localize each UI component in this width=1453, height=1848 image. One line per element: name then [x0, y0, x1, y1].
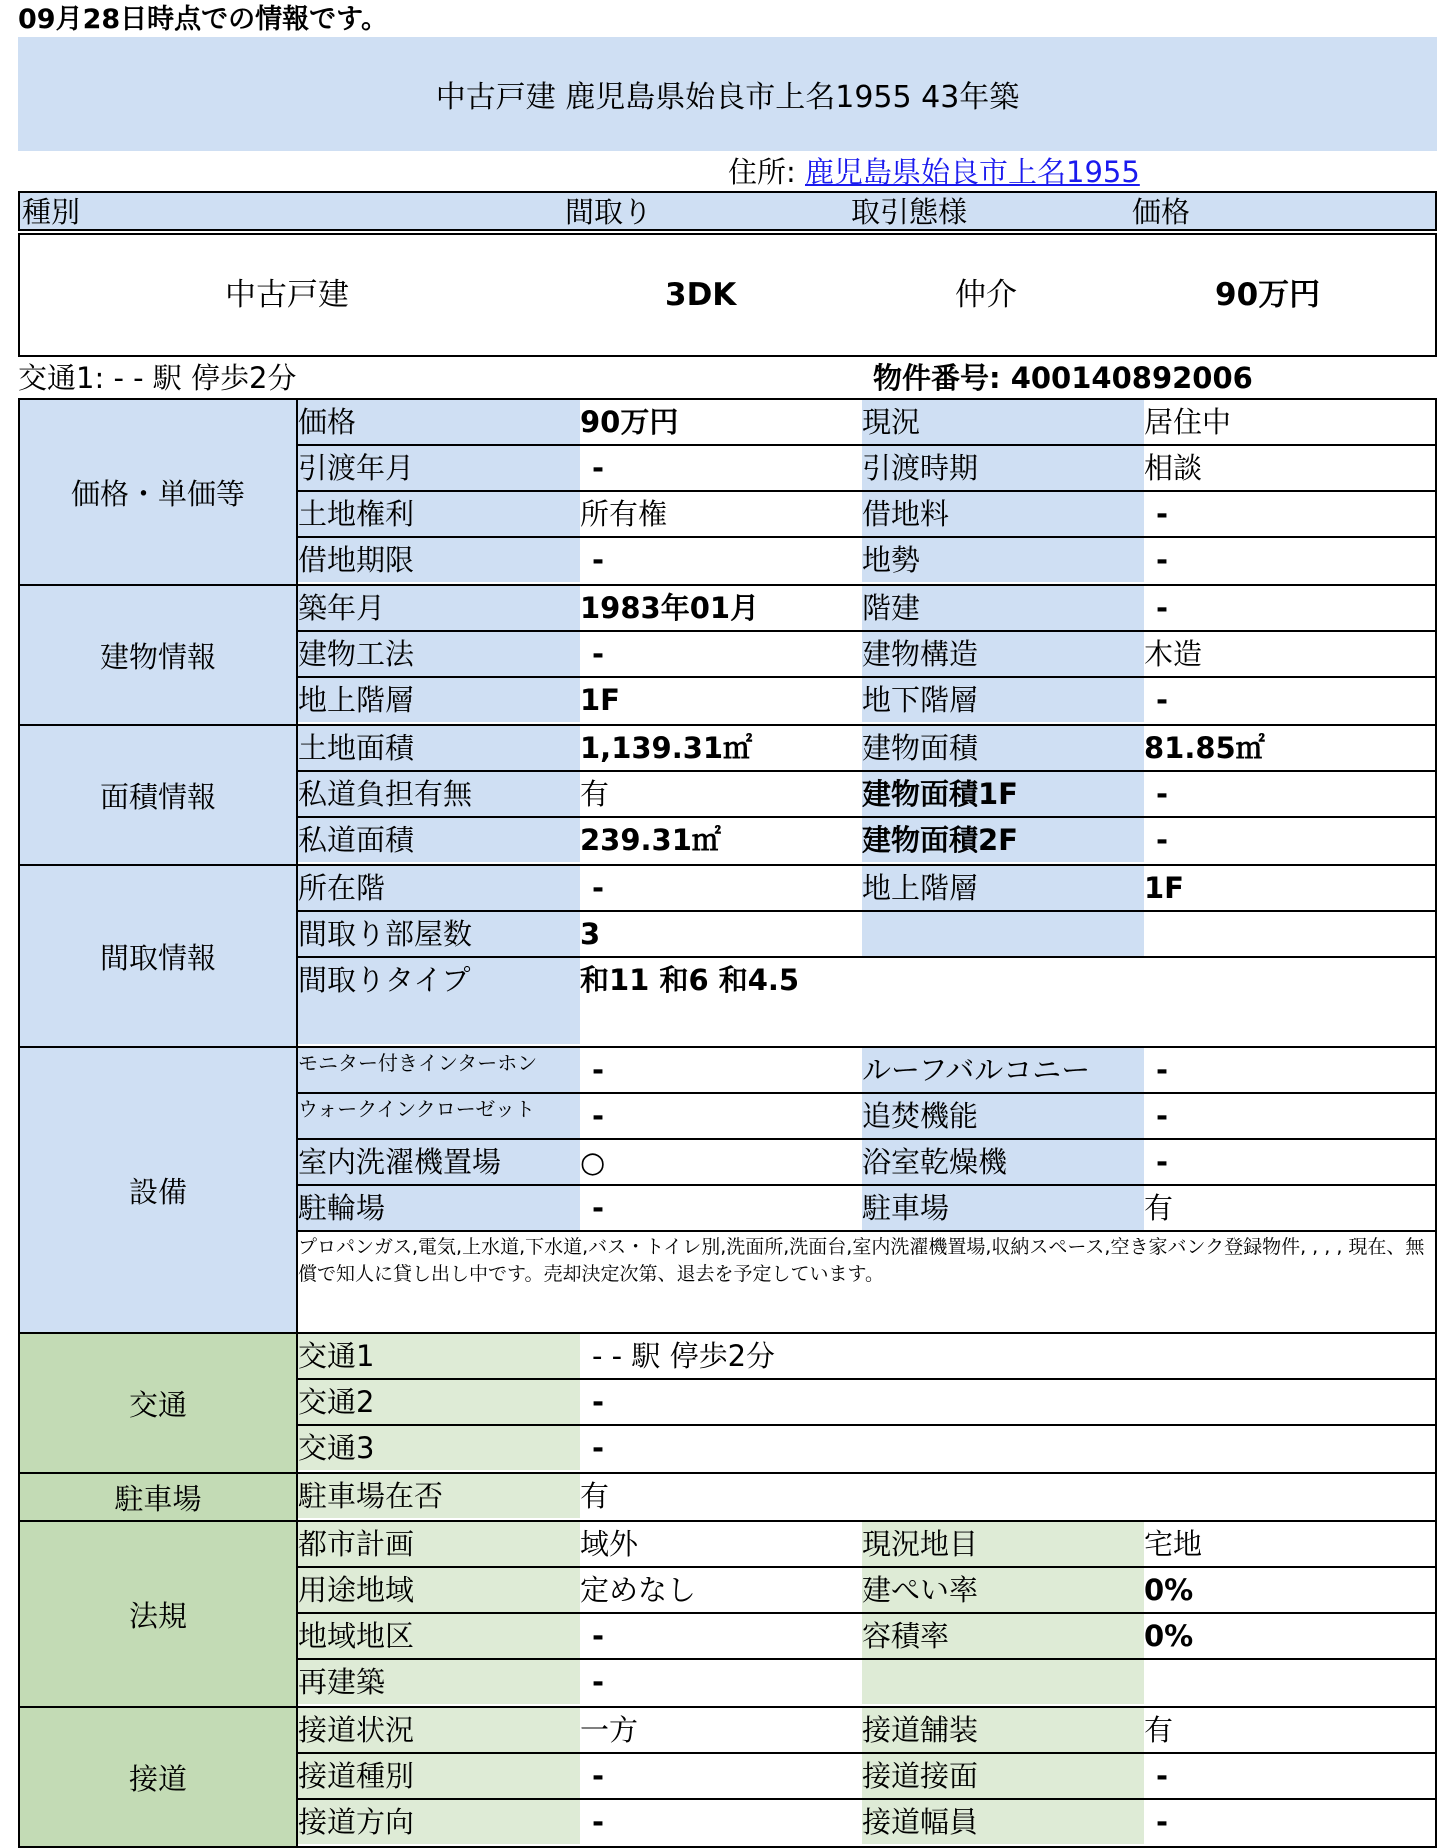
page-title: 中古戸建 鹿児島県始良市上名1955 43年築 [435, 80, 1020, 115]
section-label: 建物情報 [18, 586, 298, 724]
section-parking [18, 1474, 1437, 1522]
field-value: - [592, 1759, 605, 1793]
section-label: 法規 [18, 1522, 298, 1706]
field-value: 木造 [1144, 637, 1203, 671]
table-row [298, 726, 1435, 772]
field-label: 築年月 [298, 586, 580, 630]
field-label: 土地面積 [298, 726, 580, 770]
table-row [298, 1614, 1435, 1660]
table-row [298, 866, 1435, 912]
field-label: ルーフバルコニー [862, 1048, 1144, 1092]
field-value: 定めなし [580, 1573, 697, 1607]
field-value: 1983年01月 [580, 591, 760, 625]
field-value: - [1156, 1805, 1169, 1839]
field-label: 地上階層 [862, 866, 1144, 910]
field-label: 建ぺい率 [862, 1568, 1144, 1612]
field-value: 居住中 [1144, 405, 1232, 439]
field-label: 建物面積1F [862, 772, 1144, 816]
field-label: ウォークインクローゼット [298, 1094, 580, 1138]
field-label: 価格 [298, 400, 580, 444]
field-label: 再建築 [298, 1660, 580, 1704]
field-label: 交通1 [298, 1334, 580, 1378]
section-label: 駐車場 [18, 1474, 298, 1520]
field-value: - [592, 543, 605, 577]
field-value: - [592, 637, 605, 671]
section-layout [18, 866, 1437, 1048]
field-value: 1F [1144, 871, 1184, 905]
field-label: 交通3 [298, 1426, 580, 1470]
field-value: 0% [1144, 1573, 1194, 1607]
table-row [298, 1568, 1435, 1614]
field-label: 接道方向 [298, 1800, 580, 1844]
field-value: - [592, 1191, 605, 1225]
field-label: 駐輪場 [298, 1186, 580, 1230]
section-building [18, 586, 1437, 726]
field-label: 地上階層 [298, 678, 580, 722]
summary-header-type: 種別 [22, 195, 81, 229]
summary-header-layout: 間取り [565, 195, 653, 229]
field-value: 宅地 [1144, 1527, 1203, 1561]
field-value: 域外 [580, 1527, 639, 1561]
table-row [298, 586, 1435, 632]
field-label: 追焚機能 [862, 1094, 1144, 1138]
table-row [298, 1800, 1435, 1846]
summary-header-transaction: 取引態様 [851, 195, 968, 229]
field-value: - [1156, 1099, 1169, 1133]
field-label: 引渡時期 [862, 446, 1144, 490]
field-value: - [1156, 683, 1169, 717]
table-row [298, 1754, 1435, 1800]
field-label: 建物工法 [298, 632, 580, 676]
table-row [298, 678, 1435, 724]
table-row [298, 1660, 1435, 1706]
field-value: 1,139.31㎡ [580, 731, 753, 765]
field-label: 私道負担有無 [298, 772, 580, 816]
section-area [18, 726, 1437, 866]
field-label: 私道面積 [298, 818, 580, 862]
table-row [298, 818, 1435, 864]
section-label: 接道 [18, 1708, 298, 1846]
summary-transaction: 仲介 [955, 277, 1017, 313]
field-label: 交通2 [298, 1380, 580, 1424]
field-label: 所在階 [298, 866, 580, 910]
field-value: - [592, 1099, 605, 1133]
field-label: 現況地目 [862, 1522, 1144, 1566]
section-label: 価格・単価等 [18, 400, 298, 584]
table-row [298, 772, 1435, 818]
field-value: - [592, 1805, 605, 1839]
field-value: 和11 和6 和4.5 [580, 963, 800, 997]
field-value: - [1156, 1145, 1169, 1179]
table-row [298, 958, 1435, 1046]
section-label: 交通 [18, 1334, 298, 1472]
field-label: 地域地区 [298, 1614, 580, 1658]
section-equipment [18, 1048, 1437, 1334]
field-label: 借地料 [862, 492, 1144, 536]
field-value: - [592, 1665, 605, 1699]
field-value: - [592, 1053, 605, 1087]
field-label: 地下階層 [862, 678, 1144, 722]
field-value: - [592, 451, 605, 485]
summary-header-price: 価格 [1132, 195, 1191, 229]
field-value: - - 駅 停歩2分 [592, 1339, 776, 1373]
empty-cell [862, 1660, 1144, 1704]
field-value: - [592, 1385, 605, 1419]
as-of-date: 09月28日時点での情報です。 [18, 4, 388, 35]
section-label: 間取情報 [18, 866, 298, 1046]
field-label: 建物面積2F [862, 818, 1144, 862]
field-label: 室内洗濯機置場 [298, 1140, 580, 1184]
field-label: 階建 [862, 586, 1144, 630]
field-label: 駐車場 [862, 1186, 1144, 1230]
field-label: 接道幅員 [862, 1800, 1144, 1844]
table-row [298, 632, 1435, 678]
equipment-note: プロパンガス,電気,上水道,下水道,バス・トイレ別,洗面所,洗面台,室内洗濯機置場,収納スペース,空き家バンク登録物件, , , , 現在、無償で知人に貸し出し中です。売却決定次第、退去を予定しています。 [298, 1236, 1425, 1285]
table-row [298, 1140, 1435, 1186]
table-row [298, 1094, 1435, 1140]
field-label: 借地期限 [298, 538, 580, 582]
field-value: ○ [580, 1145, 606, 1179]
table-row [298, 1426, 1435, 1472]
field-value: 有 [1144, 1713, 1174, 1747]
field-value: - [1156, 543, 1169, 577]
field-value: 有 [1144, 1191, 1174, 1225]
summary-values [18, 233, 1437, 357]
summary-type: 中古戸建 [225, 277, 349, 313]
section-label: 設備 [18, 1048, 298, 1332]
field-value: - [1156, 1759, 1169, 1793]
field-label: 接道状況 [298, 1708, 580, 1752]
section-road [18, 1708, 1437, 1848]
field-label: 引渡年月 [298, 446, 580, 490]
field-value: 239.31㎡ [580, 823, 721, 857]
field-label: 都市計画 [298, 1522, 580, 1566]
field-value: 所有権 [580, 497, 668, 531]
field-label: 接道舗装 [862, 1708, 1144, 1752]
field-value: 1F [580, 683, 620, 717]
field-label: 接道種別 [298, 1754, 580, 1798]
page-title-bar [18, 37, 1437, 151]
field-label: 用途地域 [298, 1568, 580, 1612]
field-label: 間取り部屋数 [298, 912, 580, 956]
traffic-summary: 交通1: - - 駅 停歩2分 [18, 361, 297, 395]
field-label: 地勢 [862, 538, 1144, 582]
field-label: 建物構造 [862, 632, 1144, 676]
summary-price: 90万円 [1215, 277, 1321, 313]
section-price [18, 398, 1437, 586]
detail-table [18, 398, 1437, 1848]
field-label: 現況 [862, 400, 1144, 444]
table-row [298, 1474, 1435, 1520]
field-value: 有 [580, 777, 610, 811]
field-value: 相談 [1144, 451, 1203, 485]
field-value: 3 [580, 917, 601, 951]
table-row [298, 1334, 1435, 1380]
field-value: - [1156, 591, 1169, 625]
table-row [298, 1380, 1435, 1426]
field-value: - [1156, 1053, 1169, 1087]
section-transport [18, 1334, 1437, 1474]
field-label: 容積率 [862, 1614, 1144, 1658]
field-value: 一方 [580, 1713, 639, 1747]
section-law [18, 1522, 1437, 1708]
address-line [728, 152, 1140, 192]
field-label: 建物面積 [862, 726, 1144, 770]
table-row [298, 1708, 1435, 1754]
field-value: 有 [580, 1479, 610, 1513]
summary-header [18, 191, 1437, 231]
field-label: 土地権利 [298, 492, 580, 536]
table-row [298, 1522, 1435, 1568]
table-row [298, 1048, 1435, 1094]
empty-cell [1144, 912, 1434, 956]
summary-layout: 3DK [665, 277, 737, 313]
table-row [298, 400, 1435, 446]
table-row [298, 912, 1435, 958]
field-value: - [1156, 497, 1169, 531]
table-row [298, 446, 1435, 492]
section-label: 面積情報 [18, 726, 298, 864]
field-value: - [1156, 823, 1169, 857]
field-value: - [1156, 777, 1169, 811]
field-label: 接道接面 [862, 1754, 1144, 1798]
empty-cell [862, 912, 1144, 956]
table-row [298, 538, 1435, 584]
empty-cell [1144, 1660, 1434, 1704]
field-label: 浴室乾燥機 [862, 1140, 1144, 1184]
address-label: 住所: [728, 155, 796, 189]
field-value: - [592, 1619, 605, 1653]
field-value: - [592, 871, 605, 905]
field-value: 0% [1144, 1619, 1194, 1653]
table-row [298, 492, 1435, 538]
property-number: 物件番号: 400140892006 [873, 361, 1253, 395]
address-link[interactable]: 鹿児島県始良市上名1955 [805, 155, 1140, 189]
field-label: 間取りタイプ [298, 958, 580, 1044]
table-row [298, 1186, 1435, 1232]
field-value: 90万円 [580, 405, 679, 439]
field-value: 81.85㎡ [1144, 731, 1265, 765]
field-value: - [592, 1431, 605, 1465]
field-label: モニター付きインターホン [298, 1048, 580, 1092]
field-label: 駐車場在否 [298, 1474, 580, 1518]
